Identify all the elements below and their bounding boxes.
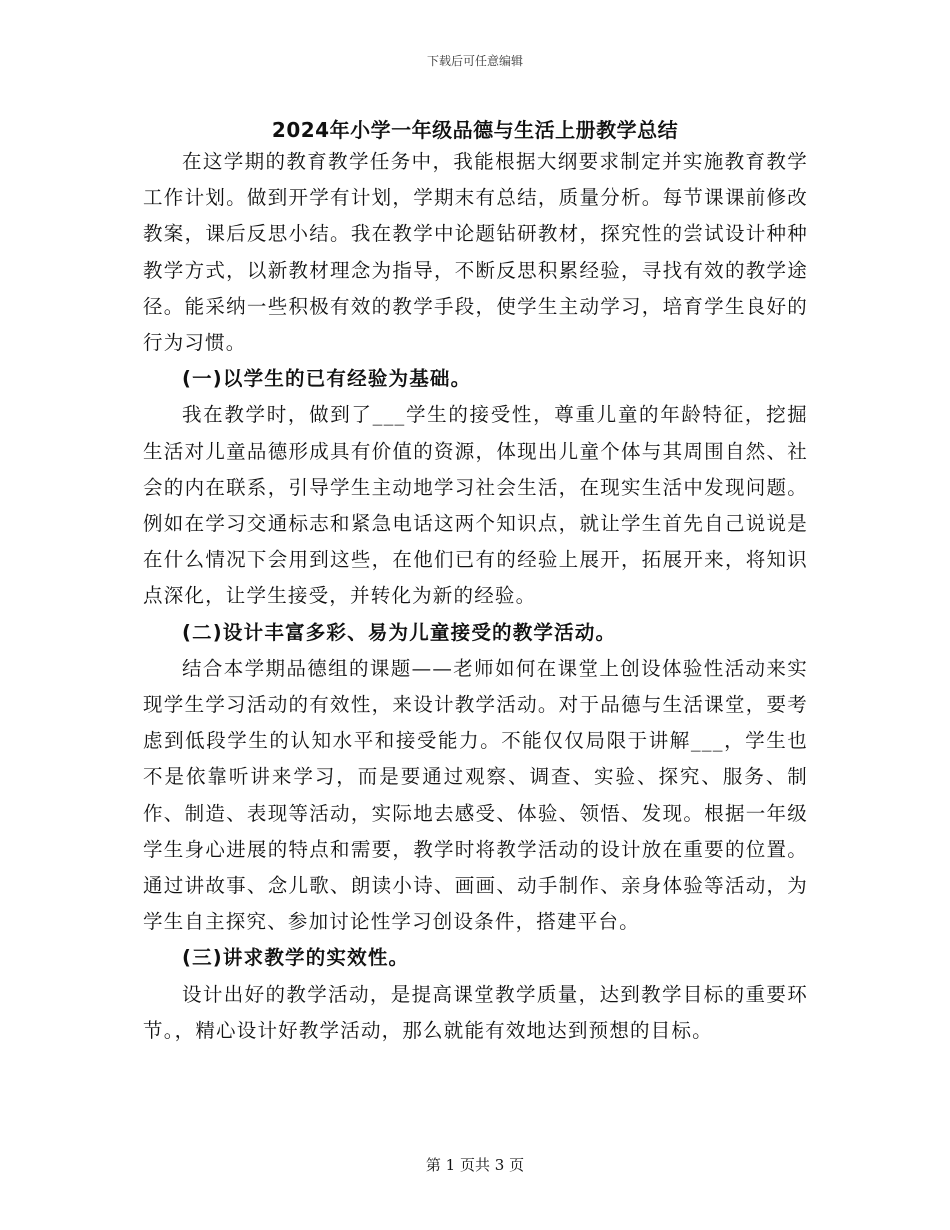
download-edit-note: 下载后可任意编辑 — [426, 54, 523, 68]
page-number: 第 1 页共 3 页 — [425, 1156, 525, 1174]
section-heading-3: (三)讲求教学的实效性。 — [182, 946, 410, 970]
section-3-paragraph: 设计出好的教学活动，是提高课堂教学质量，达到教学目标的重要环节。，精心设计好教学活动，那么就能有效地达到预想的目标。 — [143, 982, 808, 1042]
intro-paragraph: 在这学期的教育教学任务中，我能根据大纲要求制定并实施教育教学工作计划。做到开学有计划，学期末有总结，质量分析。每节课课前修改教案，课后反思小结。我在教学中论题钻研教材，探究性的尝试设计种种教学方式，以新教材理念为指导，不断反思积累经验，寻找有效的教学途径。能采纳一些积极有效的教学手段，使学生主动学习，培育学生良好的行为习惯。 — [143, 150, 808, 355]
document-title: 2024年小学一年级品德与生活上册教学总结 — [271, 118, 679, 142]
section-1-paragraph: 我在教学时，做到了___学生的接受性，尊重儿童的年龄特征，挖掘生活对儿童品德形成具有价值的资源，体现出儿童个体与其周围自然、社会的内在联系，引导学生主动地学习社会生活，在现实生活中发现问题。例如在学习交通标志和紧急电话这两个知识点，就让学生首先自己说说是在什么情况下会用到这些，在他们已有的经验上展开，拓展开来，将知识点深化，让学生接受，并转化为新的经验。 — [143, 403, 808, 608]
section-2-paragraph: 结合本学期品德组的课题——老师如何在课堂上创设体验性活动来实现学生学习活动的有效性，来设计教学活动。对于品德与生活课堂，要考虑到低段学生的认知水平和接受能力。不能仅仅局限于讲解___，学生也不是依靠听讲来学习，而是要通过观察、调查、实验、探究、服务、制作、制造、表现等活动，实际地去感受、体验、领悟、发现。根据一年级学生身心进展的特点和需要，教学时将教学活动的设计放在重要的位置。通过讲故事、念儿歌、朗读小诗、画画、动手制作、亲身体验等活动，为学生自主探究、参加讨论性学习创设条件，搭建平台。 — [143, 656, 808, 934]
section-heading-2: (二)设计丰富多彩、易为儿童接受的教学活动。 — [182, 620, 617, 644]
document-body — [143, 144, 808, 1049]
section-heading-1: (一)以学生的已有经验为基础。 — [182, 367, 472, 391]
